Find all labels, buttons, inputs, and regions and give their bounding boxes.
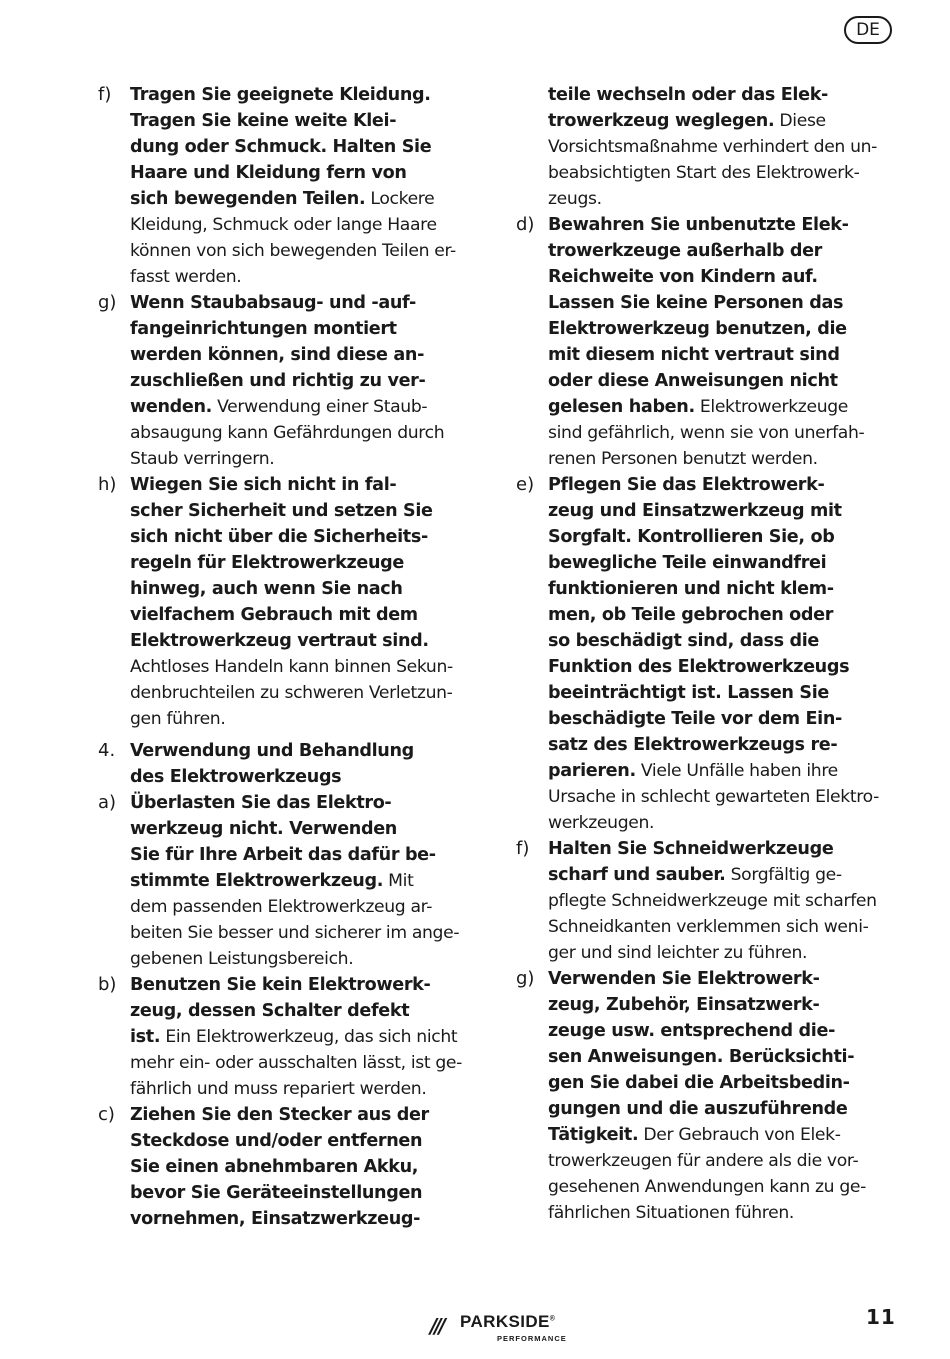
- bold-text: trowerkzeuge außerhalb der: [548, 241, 822, 261]
- bold-text: beschädigte Teile vor dem Ein-: [548, 709, 842, 729]
- text-line: [130, 946, 482, 972]
- text-line: [548, 992, 900, 1018]
- text-line: [548, 82, 900, 108]
- text-line: [548, 680, 900, 706]
- list-item: [516, 966, 900, 1226]
- text-line: [548, 160, 900, 186]
- item-text: [548, 472, 900, 836]
- bold-text: parieren.: [548, 761, 636, 781]
- regular-text: ger und sind leichter zu führen.: [548, 943, 808, 963]
- bold-text: oder diese Anweisungen nicht: [548, 371, 838, 391]
- item-text: [130, 1102, 482, 1232]
- regular-text: gen führen.: [130, 709, 226, 729]
- page-number: 11: [866, 1305, 896, 1329]
- text-line: [130, 972, 482, 998]
- text-line: [130, 738, 482, 764]
- item-text: [130, 972, 482, 1102]
- left-column: [98, 82, 482, 1232]
- text-line: [130, 706, 482, 732]
- bold-text: Ziehen Sie den Stecker aus der: [130, 1105, 429, 1125]
- text-line: [548, 1174, 900, 1200]
- item-label: c): [98, 1104, 115, 1125]
- text-line: [130, 1076, 482, 1102]
- text-line: [548, 732, 900, 758]
- bold-text: Steckdose und/oder entfernen: [130, 1131, 423, 1151]
- text-line: [548, 368, 900, 394]
- text-line: [548, 784, 900, 810]
- text-line: [548, 1044, 900, 1070]
- bold-text: Elektrowerkzeug vertraut sind.: [130, 631, 429, 651]
- regular-text: Viele Unfälle haben ihre: [635, 761, 838, 781]
- bold-text: zeug und Einsatzwerkzeug mit: [548, 501, 842, 521]
- bold-text: Haare und Kleidung fern von: [130, 163, 407, 183]
- text-line: [130, 316, 482, 342]
- bold-text: zeuge usw. entsprechend die-: [548, 1021, 836, 1041]
- text-line: [130, 446, 482, 472]
- regular-text: Sorgfältig ge-: [725, 865, 842, 885]
- regular-text: Ein Elektrowerkzeug, das sich nicht: [160, 1027, 458, 1047]
- bold-text: sen Anweisungen. Berücksichti-: [548, 1047, 855, 1067]
- text-line: [548, 576, 900, 602]
- regular-text: sind gefährlich, wenn sie von unerfah-: [548, 423, 865, 443]
- logo-slashes-icon: ///: [430, 1314, 443, 1338]
- regular-text: denbruchteilen zu schweren Verletzun-: [130, 683, 453, 703]
- parkside-logo: [430, 1312, 580, 1348]
- regular-text: fasst werden.: [130, 267, 242, 287]
- text-line: [130, 368, 482, 394]
- bold-text: zeug, Zubehör, Einsatzwerk-: [548, 995, 820, 1015]
- text-line: [130, 602, 482, 628]
- text-line: [548, 914, 900, 940]
- bold-text: werden können, sind diese an-: [130, 345, 425, 365]
- text-line: [548, 212, 900, 238]
- text-line: [130, 160, 482, 186]
- text-line: [130, 420, 482, 446]
- text-line: [548, 1018, 900, 1044]
- text-line: [130, 1050, 482, 1076]
- bold-text: trowerkzeug weglegen.: [548, 111, 775, 131]
- text-line: [130, 576, 482, 602]
- text-line: [130, 1024, 482, 1050]
- text-line: [130, 212, 482, 238]
- item-label: 4.: [98, 740, 116, 761]
- bold-text: werkzeug nicht. Verwenden: [130, 819, 397, 839]
- list-item: [516, 82, 900, 212]
- text-line: [548, 186, 900, 212]
- right-column: [516, 82, 900, 1226]
- bold-text: fangeinrichtungen montiert: [130, 319, 397, 339]
- text-line: [548, 472, 900, 498]
- regular-text: fährlichen Situationen führen.: [548, 1203, 795, 1223]
- bold-text: Reichweite von Kindern auf.: [548, 267, 818, 287]
- regular-text: Achtloses Handeln kann binnen Sekun-: [130, 657, 453, 677]
- bold-text: Benutzen Sie kein Elektrowerk-: [130, 975, 431, 995]
- regular-text: Staub verringern.: [130, 449, 275, 469]
- text-line: [548, 1070, 900, 1096]
- bold-text: Überlasten Sie das Elektro-: [130, 793, 392, 813]
- text-line: [130, 842, 482, 868]
- item-text: [548, 212, 900, 472]
- regular-text: fährlich und muss repariert werden.: [130, 1079, 427, 1099]
- regular-text: Mit: [383, 871, 414, 891]
- bold-text: men, ob Teile gebrochen oder: [548, 605, 834, 625]
- bold-text: Wiegen Sie sich nicht in fal-: [130, 475, 397, 495]
- text-line: [548, 394, 900, 420]
- bold-text: beeinträchtigt ist. Lassen Sie: [548, 683, 829, 703]
- text-line: [548, 550, 900, 576]
- bold-text: Sie für Ihre Arbeit das dafür be-: [130, 845, 436, 865]
- list-item: [98, 1102, 482, 1232]
- bold-text: Verwenden Sie Elektrowerk-: [548, 969, 820, 989]
- bold-text: vornehmen, Einsatzwerkzeug-: [130, 1209, 421, 1229]
- bold-text: Tragen Sie geeignete Kleidung.: [130, 85, 431, 105]
- item-text: [130, 790, 482, 972]
- text-line: [548, 316, 900, 342]
- text-line: [548, 628, 900, 654]
- regular-text: dem passenden Elektrowerkzeug ar-: [130, 897, 433, 917]
- item-label: a): [98, 792, 117, 813]
- brand-sub: PERFORMANCE: [497, 1334, 567, 1343]
- text-line: [548, 134, 900, 160]
- regular-text: beabsichtigten Start des Elektrowerk-: [548, 163, 860, 183]
- list-item: [98, 290, 482, 472]
- bold-text: des Elektrowerkzeugs: [130, 767, 342, 787]
- regular-text: renen Personen benutzt werden.: [548, 449, 818, 469]
- bold-text: Tätigkeit.: [548, 1125, 639, 1145]
- text-line: [548, 264, 900, 290]
- list-item: [98, 82, 482, 290]
- regular-text: trowerkzeugen für andere als die vor-: [548, 1151, 859, 1171]
- bold-text: vielfachem Gebrauch mit dem: [130, 605, 418, 625]
- text-line: [548, 706, 900, 732]
- text-line: [130, 680, 482, 706]
- text-line: [548, 524, 900, 550]
- bold-text: satz des Elektrowerkzeugs re-: [548, 735, 838, 755]
- bold-text: teile wechseln oder das Elek-: [548, 85, 829, 105]
- bold-text: Lassen Sie keine Personen das: [548, 293, 844, 313]
- bold-text: hinweg, auch wenn Sie nach: [130, 579, 403, 599]
- section-heading: [98, 738, 482, 790]
- item-label: e): [516, 474, 535, 495]
- text-line: [130, 1154, 482, 1180]
- text-line: [130, 524, 482, 550]
- bold-text: Tragen Sie keine weite Klei-: [130, 111, 397, 131]
- text-line: [548, 602, 900, 628]
- text-line: [130, 1206, 482, 1232]
- text-line: [130, 628, 482, 654]
- bold-text: stimmte Elektrowerkzeug.: [130, 871, 384, 891]
- text-line: [548, 498, 900, 524]
- bold-text: ist.: [130, 1027, 161, 1047]
- item-text: [548, 966, 900, 1226]
- regular-text: pflegte Schneidwerkzeuge mit scharfen: [548, 891, 877, 911]
- text-line: [548, 966, 900, 992]
- bold-text: mit diesem nicht vertraut sind: [548, 345, 840, 365]
- regular-text: Diese: [774, 111, 826, 131]
- bold-text: scher Sicherheit und setzen Sie: [130, 501, 433, 521]
- bold-text: funktionieren und nicht klem-: [548, 579, 834, 599]
- text-line: [130, 394, 482, 420]
- list-item: [98, 472, 482, 732]
- text-line: [130, 342, 482, 368]
- text-line: [130, 472, 482, 498]
- regular-text: beiten Sie besser und sicherer im ange-: [130, 923, 460, 943]
- text-line: [548, 108, 900, 134]
- item-text: [130, 472, 482, 732]
- text-line: [548, 888, 900, 914]
- text-line: [130, 498, 482, 524]
- regular-text: Schneidkanten verklemmen sich weni-: [548, 917, 869, 937]
- text-line: [548, 342, 900, 368]
- bold-text: zeug, dessen Schalter defekt: [130, 1001, 410, 1021]
- bold-text: Wenn Staubabsaug- und -auf-: [130, 293, 416, 313]
- text-line: [548, 862, 900, 888]
- bold-text: Bewahren Sie unbenutzte Elek-: [548, 215, 849, 235]
- text-line: [548, 420, 900, 446]
- text-line: [548, 940, 900, 966]
- list-item: [516, 212, 900, 472]
- list-item: [516, 836, 900, 966]
- regular-text: gebenen Leistungsbereich.: [130, 949, 354, 969]
- regular-text: Verwendung einer Staub-: [212, 397, 428, 417]
- item-label: b): [98, 974, 117, 995]
- regular-text: Vorsichtsmaßnahme verhindert den un-: [548, 137, 878, 157]
- text-line: [130, 920, 482, 946]
- text-line: [130, 868, 482, 894]
- text-line: [130, 998, 482, 1024]
- text-line: [130, 1180, 482, 1206]
- bold-text: dung oder Schmuck. Halten Sie: [130, 137, 432, 157]
- regular-text: mehr ein- oder ausschalten lässt, ist ge-: [130, 1053, 462, 1073]
- text-line: [548, 238, 900, 264]
- bold-text: Sorgfalt. Kontrollieren Sie, ob: [548, 527, 835, 547]
- regular-text: absaugung kann Gefährdungen durch: [130, 423, 445, 443]
- text-line: [548, 446, 900, 472]
- bold-text: gelesen haben.: [548, 397, 695, 417]
- list-item: [516, 472, 900, 836]
- item-label: g): [516, 968, 535, 989]
- text-line: [130, 238, 482, 264]
- item-label: d): [516, 214, 535, 235]
- text-line: [548, 290, 900, 316]
- regular-text: Ursache in schlecht gewarteten Elektro-: [548, 787, 879, 807]
- registered-mark: ®: [549, 1315, 556, 1323]
- bold-text: Halten Sie Schneidwerkzeuge: [548, 839, 834, 859]
- item-text: [548, 82, 900, 212]
- bold-text: so beschädigt sind, dass die: [548, 631, 819, 651]
- item-text: [130, 82, 482, 290]
- text-line: [548, 1096, 900, 1122]
- text-line: [130, 764, 482, 790]
- text-line: [130, 264, 482, 290]
- text-line: [548, 810, 900, 836]
- regular-text: Der Gebrauch von Elek-: [638, 1125, 841, 1145]
- regular-text: Elektrowerkzeuge: [694, 397, 849, 417]
- item-label: f): [516, 838, 530, 859]
- text-line: [130, 1102, 482, 1128]
- text-line: [130, 654, 482, 680]
- text-line: [548, 654, 900, 680]
- bold-text: gungen und die auszuführende: [548, 1099, 848, 1119]
- text-line: [130, 894, 482, 920]
- bold-text: scharf und sauber.: [548, 865, 726, 885]
- regular-text: Lockere: [365, 189, 435, 209]
- bold-text: sich bewegenden Teilen.: [130, 189, 366, 209]
- text-line: [130, 134, 482, 160]
- bold-text: zuschließen und richtig zu ver-: [130, 371, 426, 391]
- text-line: [548, 1200, 900, 1226]
- bold-text: wenden.: [130, 397, 212, 417]
- brand-name: PARKSIDE®: [460, 1312, 556, 1331]
- bold-text: bevor Sie Geräteeinstellungen: [130, 1183, 423, 1203]
- text-line: [130, 550, 482, 576]
- bold-text: Sie einen abnehmbaren Akku,: [130, 1157, 419, 1177]
- text-line: [130, 82, 482, 108]
- text-line: [548, 1122, 900, 1148]
- text-line: [130, 290, 482, 316]
- regular-text: werkzeugen.: [548, 813, 655, 833]
- item-label: g): [98, 292, 117, 313]
- regular-text: zeugs.: [548, 189, 602, 209]
- regular-text: gesehenen Anwendungen kann zu ge-: [548, 1177, 866, 1197]
- item-text: [130, 738, 482, 790]
- bold-text: regeln für Elektrowerkzeuge: [130, 553, 404, 573]
- list-item: [98, 790, 482, 972]
- bold-text: Verwendung und Behandlung: [130, 741, 414, 761]
- item-text: [130, 290, 482, 472]
- text-line: [130, 790, 482, 816]
- list-item: [98, 972, 482, 1102]
- text-line: [130, 186, 482, 212]
- text-line: [130, 816, 482, 842]
- text-line: [130, 1128, 482, 1154]
- language-badge: DE: [844, 16, 892, 44]
- bold-text: gen Sie dabei die Arbeitsbedin-: [548, 1073, 850, 1093]
- text-line: [548, 836, 900, 862]
- bold-text: sich nicht über die Sicherheits-: [130, 527, 428, 547]
- item-text: [548, 836, 900, 966]
- item-label: f): [98, 84, 112, 105]
- regular-text: Kleidung, Schmuck oder lange Haare: [130, 215, 437, 235]
- bold-text: Elektrowerkzeug benutzen, die: [548, 319, 847, 339]
- regular-text: können von sich bewegenden Teilen er-: [130, 241, 456, 261]
- text-line: [548, 1148, 900, 1174]
- bold-text: Pflegen Sie das Elektrowerk-: [548, 475, 825, 495]
- text-line: [130, 108, 482, 134]
- item-label: h): [98, 474, 117, 495]
- bold-text: bewegliche Teile einwandfrei: [548, 553, 827, 573]
- text-line: [548, 758, 900, 784]
- bold-text: Funktion des Elektrowerkzeugs: [548, 657, 850, 677]
